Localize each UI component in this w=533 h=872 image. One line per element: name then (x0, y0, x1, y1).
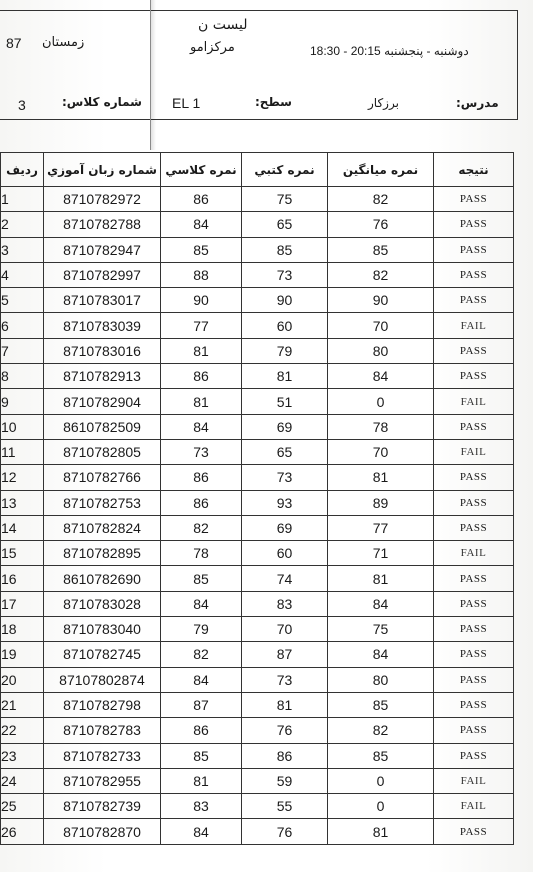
table-row (1, 743, 514, 768)
cell-written-score: 81 (242, 692, 328, 717)
cell-oral-score: 78 (161, 541, 242, 566)
cell-written-score: 65 (242, 212, 328, 237)
cell-average-score: 81 (328, 465, 434, 490)
cell-student-id: 8710782798 (44, 692, 161, 717)
cell-student-id: 8710782824 (44, 515, 161, 540)
cell-row-number: 7 (1, 338, 44, 363)
cell-oral-score: 85 (161, 237, 242, 262)
cell-student-id: 8710783040 (44, 617, 161, 642)
document-title: لیست ن (198, 17, 248, 33)
cell-student-id: 8710783017 (44, 288, 161, 313)
table-row (1, 490, 514, 515)
table-row (1, 212, 514, 237)
cell-oral-score: 85 (161, 743, 242, 768)
cell-average-score: 84 (328, 364, 434, 389)
cell-result: PASS (434, 212, 514, 237)
cell-student-id: 8710782783 (44, 718, 161, 743)
table-row (1, 364, 514, 389)
cell-student-id: 87107802874 (44, 667, 161, 692)
cell-row-number: 25 (1, 794, 44, 819)
cell-result: FAIL (434, 541, 514, 566)
cell-row-number: 11 (1, 439, 44, 464)
cell-row-number: 19 (1, 642, 44, 667)
cell-student-id: 8710782739 (44, 794, 161, 819)
table-row (1, 465, 514, 490)
table-row (1, 819, 514, 844)
cell-average-score: 80 (328, 667, 434, 692)
cell-written-score: 69 (242, 414, 328, 439)
table-row (1, 617, 514, 642)
cell-average-score: 82 (328, 718, 434, 743)
table-row (1, 187, 514, 212)
cell-average-score: 81 (328, 566, 434, 591)
cell-result: PASS (434, 692, 514, 717)
level-label: سطح: (255, 95, 292, 109)
cell-average-score: 81 (328, 819, 434, 844)
cell-student-id: 8710782997 (44, 262, 161, 287)
cell-average-score: 78 (328, 414, 434, 439)
cell-student-id: 8610782509 (44, 414, 161, 439)
table-row (1, 718, 514, 743)
column-header-average-score: نمره ميانگين (328, 153, 434, 187)
class-number-label: شماره کلاس: (62, 95, 142, 109)
cell-written-score: 60 (242, 541, 328, 566)
cell-oral-score: 73 (161, 439, 242, 464)
table-row (1, 313, 514, 338)
table-row (1, 642, 514, 667)
cell-oral-score: 82 (161, 515, 242, 540)
cell-oral-score: 86 (161, 718, 242, 743)
cell-oral-score: 84 (161, 212, 242, 237)
cell-average-score: 70 (328, 313, 434, 338)
table-row (1, 237, 514, 262)
cell-average-score: 85 (328, 237, 434, 262)
cell-written-score: 73 (242, 667, 328, 692)
table-row (1, 692, 514, 717)
cell-student-id: 8710782805 (44, 439, 161, 464)
cell-written-score: 73 (242, 262, 328, 287)
cell-row-number: 5 (1, 288, 44, 313)
level-value: EL 1 (172, 95, 201, 111)
cell-result: FAIL (434, 389, 514, 414)
cell-result: PASS (434, 338, 514, 363)
cell-student-id: 8710782895 (44, 541, 161, 566)
table-row (1, 794, 514, 819)
cell-row-number: 24 (1, 768, 44, 793)
cell-oral-score: 86 (161, 465, 242, 490)
cell-average-score: 71 (328, 541, 434, 566)
cell-row-number: 23 (1, 743, 44, 768)
cell-written-score: 76 (242, 718, 328, 743)
cell-written-score: 81 (242, 364, 328, 389)
cell-average-score: 80 (328, 338, 434, 363)
cell-oral-score: 81 (161, 389, 242, 414)
cell-student-id: 8710783016 (44, 338, 161, 363)
table-row (1, 768, 514, 793)
cell-average-score: 85 (328, 743, 434, 768)
cell-row-number: 4 (1, 262, 44, 287)
cell-row-number: 18 (1, 617, 44, 642)
cell-student-id: 8710783028 (44, 591, 161, 616)
cell-written-score: 70 (242, 617, 328, 642)
cell-result: FAIL (434, 794, 514, 819)
cell-written-score: 74 (242, 566, 328, 591)
cell-oral-score: 88 (161, 262, 242, 287)
table-row (1, 389, 514, 414)
cell-row-number: 12 (1, 465, 44, 490)
cell-average-score: 75 (328, 617, 434, 642)
cell-average-score: 77 (328, 515, 434, 540)
cell-result: PASS (434, 515, 514, 540)
cell-oral-score: 84 (161, 591, 242, 616)
term-label: زمستان (42, 35, 85, 50)
cell-oral-score: 86 (161, 490, 242, 515)
cell-result: PASS (434, 262, 514, 287)
cell-average-score: 76 (328, 212, 434, 237)
cell-student-id: 8710782753 (44, 490, 161, 515)
cell-result: PASS (434, 617, 514, 642)
cell-written-score: 90 (242, 288, 328, 313)
cell-student-id: 8710783039 (44, 313, 161, 338)
cell-row-number: 3 (1, 237, 44, 262)
table-row (1, 515, 514, 540)
table-row (1, 439, 514, 464)
cell-average-score: 82 (328, 187, 434, 212)
cell-result: PASS (434, 364, 514, 389)
cell-row-number: 26 (1, 819, 44, 844)
cell-oral-score: 85 (161, 566, 242, 591)
cell-student-id: 8710782733 (44, 743, 161, 768)
cell-written-score: 79 (242, 338, 328, 363)
cell-written-score: 76 (242, 819, 328, 844)
cell-result: PASS (434, 237, 514, 262)
cell-result: PASS (434, 566, 514, 591)
cell-oral-score: 86 (161, 187, 242, 212)
cell-oral-score: 84 (161, 414, 242, 439)
cell-result: PASS (434, 819, 514, 844)
table-row (1, 566, 514, 591)
cell-oral-score: 81 (161, 338, 242, 363)
cell-result: PASS (434, 414, 514, 439)
cell-student-id: 8710782972 (44, 187, 161, 212)
cell-result: PASS (434, 642, 514, 667)
cell-written-score: 85 (242, 237, 328, 262)
cell-written-score: 55 (242, 794, 328, 819)
cell-result: PASS (434, 288, 514, 313)
cell-student-id: 8710782745 (44, 642, 161, 667)
cell-result: PASS (434, 187, 514, 212)
teacher-label: مدرس: (456, 96, 499, 110)
cell-row-number: 2 (1, 212, 44, 237)
table-body (1, 187, 514, 845)
cell-student-id: 8710782913 (44, 364, 161, 389)
cell-average-score: 0 (328, 794, 434, 819)
cell-written-score: 83 (242, 591, 328, 616)
table-header-row (1, 153, 514, 187)
cell-result: FAIL (434, 313, 514, 338)
cell-oral-score: 77 (161, 313, 242, 338)
column-header-written-score: نمره كتبي (242, 153, 328, 187)
page-fold-shadow (151, 0, 156, 150)
cell-row-number: 17 (1, 591, 44, 616)
cell-result: PASS (434, 718, 514, 743)
cell-student-id: 8710782904 (44, 389, 161, 414)
cell-result: PASS (434, 743, 514, 768)
cell-average-score: 0 (328, 389, 434, 414)
cell-result: PASS (434, 490, 514, 515)
cell-result: FAIL (434, 768, 514, 793)
cell-student-id: 8710782955 (44, 768, 161, 793)
cell-row-number: 22 (1, 718, 44, 743)
table-row (1, 288, 514, 313)
cell-average-score: 85 (328, 692, 434, 717)
cell-oral-score: 87 (161, 692, 242, 717)
cell-written-score: 93 (242, 490, 328, 515)
cell-row-number: 10 (1, 414, 44, 439)
cell-oral-score: 81 (161, 768, 242, 793)
center-name: مرکزامو (190, 40, 235, 55)
column-header-row-number: رديف (1, 153, 44, 187)
class-number: 3 (18, 97, 26, 113)
column-header-student-id: شماره زبان آموزي (44, 153, 161, 187)
table-row (1, 262, 514, 287)
cell-row-number: 20 (1, 667, 44, 692)
cell-row-number: 14 (1, 515, 44, 540)
teacher-name: برزکار (368, 96, 399, 110)
cell-oral-score: 86 (161, 364, 242, 389)
grades-table (0, 152, 514, 845)
cell-oral-score: 90 (161, 288, 242, 313)
cell-average-score: 84 (328, 642, 434, 667)
cell-row-number: 1 (1, 187, 44, 212)
term-number: 87 (6, 35, 22, 51)
cell-row-number: 21 (1, 692, 44, 717)
cell-student-id: 8710782766 (44, 465, 161, 490)
cell-result: PASS (434, 591, 514, 616)
cell-average-score: 90 (328, 288, 434, 313)
cell-row-number: 8 (1, 364, 44, 389)
cell-student-id: 8710782788 (44, 212, 161, 237)
cell-written-score: 73 (242, 465, 328, 490)
cell-oral-score: 83 (161, 794, 242, 819)
cell-written-score: 60 (242, 313, 328, 338)
cell-written-score: 59 (242, 768, 328, 793)
cell-row-number: 15 (1, 541, 44, 566)
table-row (1, 591, 514, 616)
column-header-oral-score: نمره كلاسي (161, 153, 242, 187)
cell-oral-score: 84 (161, 819, 242, 844)
cell-row-number: 13 (1, 490, 44, 515)
cell-average-score: 0 (328, 768, 434, 793)
cell-row-number: 9 (1, 389, 44, 414)
cell-oral-score: 79 (161, 617, 242, 642)
cell-student-id: 8710782870 (44, 819, 161, 844)
cell-written-score: 69 (242, 515, 328, 540)
cell-written-score: 87 (242, 642, 328, 667)
table-row (1, 338, 514, 363)
cell-average-score: 70 (328, 439, 434, 464)
cell-oral-score: 82 (161, 642, 242, 667)
cell-average-score: 89 (328, 490, 434, 515)
cell-written-score: 65 (242, 439, 328, 464)
cell-oral-score: 84 (161, 667, 242, 692)
table-row (1, 541, 514, 566)
table-row (1, 667, 514, 692)
cell-row-number: 16 (1, 566, 44, 591)
cell-student-id: 8610782690 (44, 566, 161, 591)
cell-result: PASS (434, 465, 514, 490)
cell-written-score: 75 (242, 187, 328, 212)
cell-student-id: 8710782947 (44, 237, 161, 262)
cell-average-score: 84 (328, 591, 434, 616)
cell-row-number: 6 (1, 313, 44, 338)
cell-result: PASS (434, 667, 514, 692)
table-row (1, 414, 514, 439)
cell-written-score: 51 (242, 389, 328, 414)
column-header-result: نتيجه (434, 153, 514, 187)
cell-average-score: 82 (328, 262, 434, 287)
class-schedule: دوشنبه - پنجشنبه 20:15 - 18:30 (310, 44, 469, 58)
cell-written-score: 86 (242, 743, 328, 768)
cell-result: FAIL (434, 439, 514, 464)
